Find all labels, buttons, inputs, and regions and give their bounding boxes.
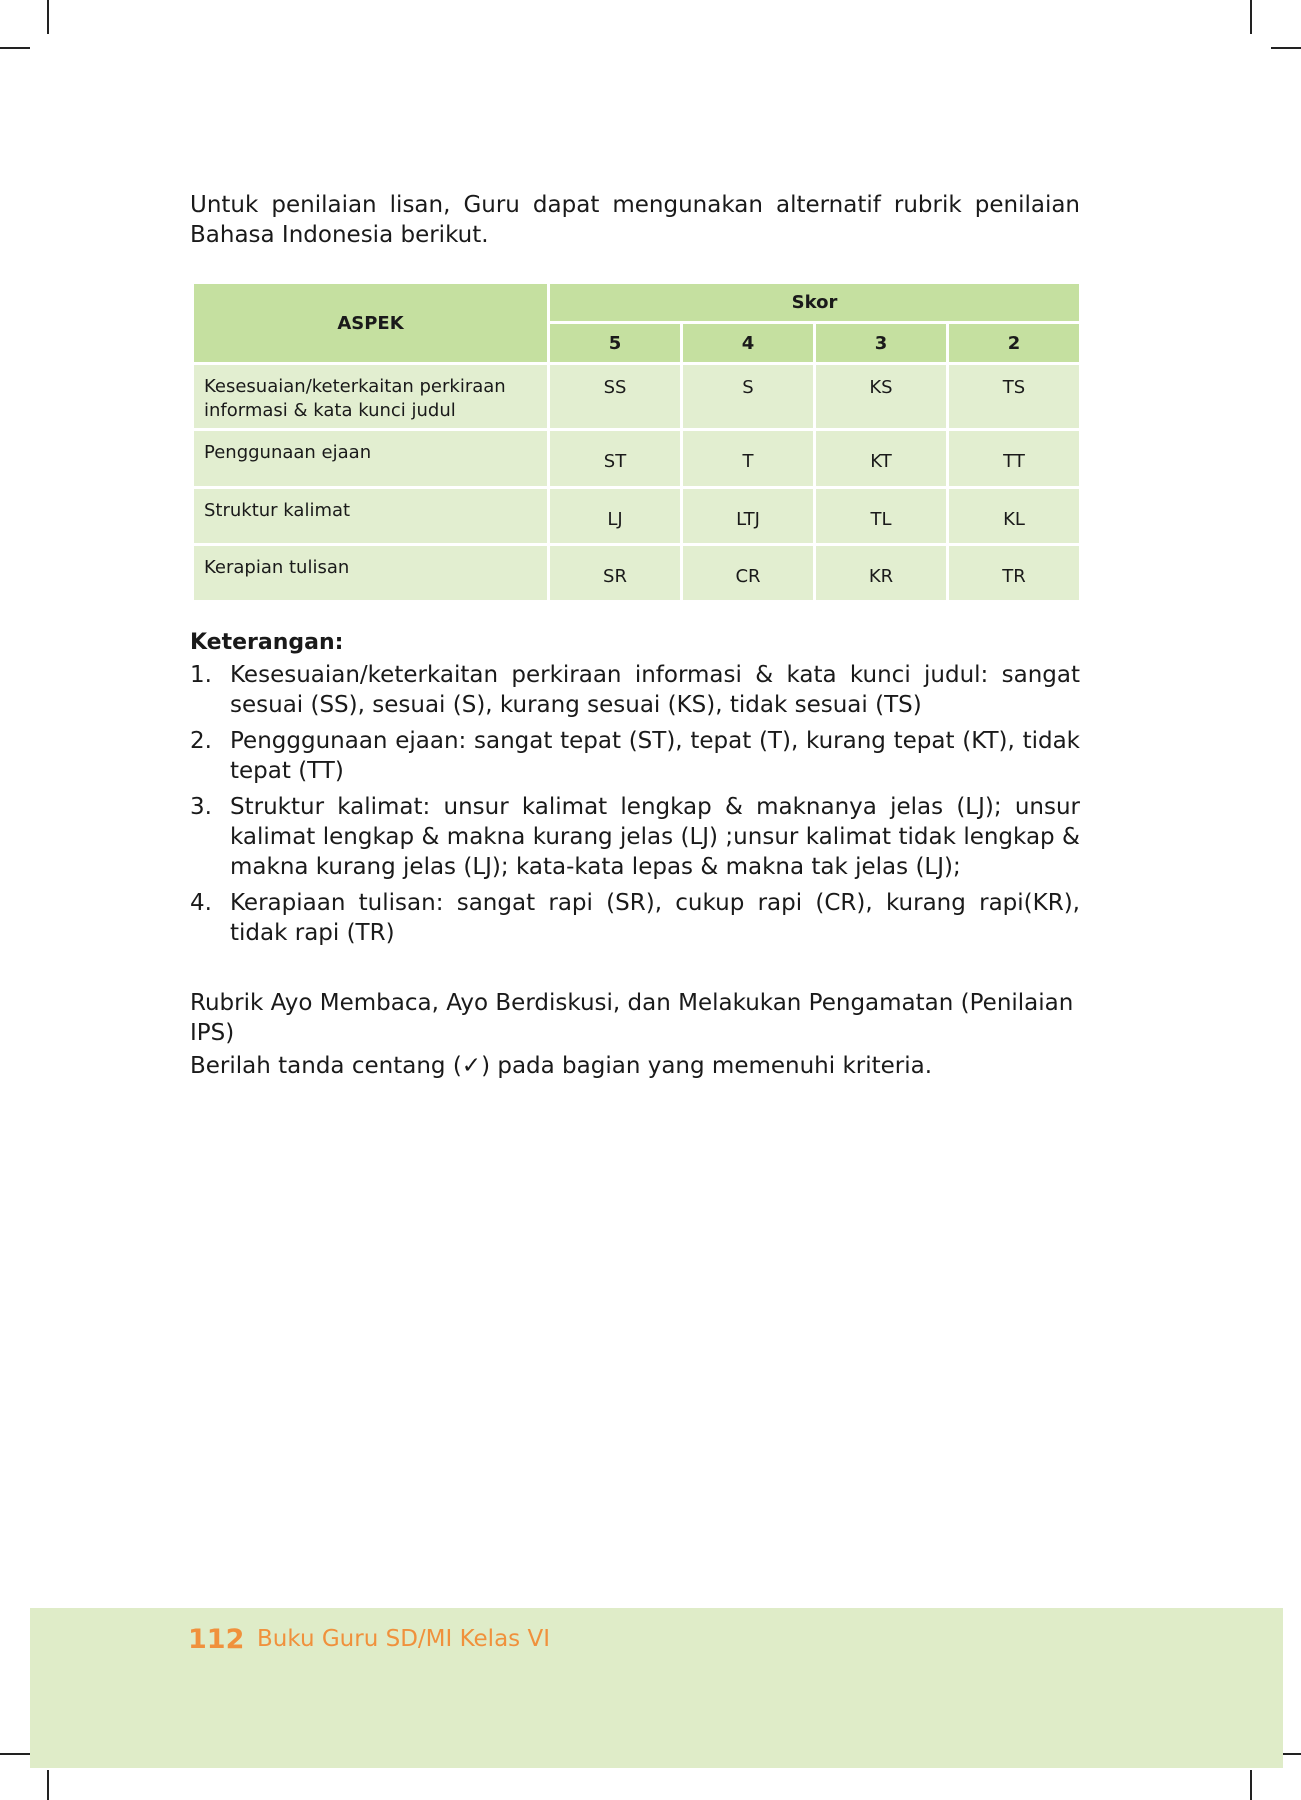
score-cell: KR <box>815 545 948 602</box>
crop-mark <box>1250 1770 1252 1800</box>
keterangan-heading: Keterangan: <box>190 630 344 655</box>
aspect-cell: Kerapian tulisan <box>193 545 549 602</box>
table-row <box>193 545 1081 602</box>
list-item <box>190 792 1080 882</box>
intro-paragraph: Untuk penilaian lisan, Guru dapat mengunakan alternatif rubrik penilaian Bahasa Indonesia berikut. <box>190 192 1080 248</box>
crop-mark <box>0 1753 30 1755</box>
list-text: Pengggunaan ejaan: sangat tepat (ST), tepat (T), kurang tepat (KT), tidak tepat (TT) <box>230 728 1080 784</box>
list-number: 2. <box>190 728 212 754</box>
crop-mark <box>47 1770 49 1800</box>
score-cell: SR <box>549 545 682 602</box>
score-cell: SS <box>549 364 682 430</box>
score-cell: KL <box>948 488 1081 545</box>
crop-mark <box>1250 0 1252 34</box>
table-row <box>193 364 1081 430</box>
list-number: 3. <box>190 794 212 820</box>
score-cell: TR <box>948 545 1081 602</box>
list-text: Kerapiaan tulisan: sangat rapi (SR), cukup rapi (CR), kurang rapi(KR), tidak rapi (TR) <box>230 890 1080 946</box>
score-column-header: 2 <box>948 323 1081 364</box>
list-text: Kesesuaian/keterkaitan perkiraan informasi & kata kunci judul: sangat sesuai (SS), sesuai (S), kurang sesuai (KS), tidak sesuai (TS) <box>230 662 1080 718</box>
score-cell: S <box>682 364 815 430</box>
score-cell: KS <box>815 364 948 430</box>
score-cell: TS <box>948 364 1081 430</box>
crop-mark <box>1271 47 1301 49</box>
instruction-before: Berilah tanda centang ( <box>190 1053 462 1079</box>
instruction-after: ) pada bagian yang memenuhi kriteria. <box>481 1053 933 1079</box>
score-cell: LJ <box>549 488 682 545</box>
score-cell: TL <box>815 488 948 545</box>
list-item <box>190 726 1080 786</box>
score-cell: T <box>682 430 815 488</box>
score-column-header: 3 <box>815 323 948 364</box>
aspect-header: ASPEK <box>193 283 549 364</box>
crop-mark <box>0 47 30 49</box>
list-number: 1. <box>190 662 212 688</box>
page-number: 112 <box>188 1624 245 1655</box>
score-column-header: 5 <box>549 323 682 364</box>
keterangan-list <box>190 660 1080 954</box>
list-number: 4. <box>190 890 212 916</box>
aspect-cell: Struktur kalimat <box>193 488 549 545</box>
instruction-text <box>190 1051 1080 1081</box>
score-cell: LTJ <box>682 488 815 545</box>
score-cell: ST <box>549 430 682 488</box>
score-cell: KT <box>815 430 948 488</box>
list-item <box>190 888 1080 948</box>
table-row <box>193 488 1081 545</box>
list-item <box>190 660 1080 720</box>
aspect-cell: Kesesuaian/keterkaitan perkiraan informasi & kata kunci judul <box>193 364 549 430</box>
list-text: Struktur kalimat: unsur kalimat lengkap & maknanya jelas (LJ); unsur kalimat lengkap & makna kurang jelas (LJ) ;unsur kalimat tidak lengkap & makna kurang jelas (LJ); kata-kata lepas & makna tak jelas (LJ); <box>230 794 1080 880</box>
rubric-title: Rubrik Ayo Membaca, Ayo Berdiskusi, dan Melakukan Pengamatan (Penilaian IPS) <box>190 990 1074 1046</box>
book-title: Buku Guru SD/MI Kelas VI <box>257 1626 550 1652</box>
score-cell: TT <box>948 430 1081 488</box>
crop-mark <box>47 0 49 34</box>
checkmark-icon: ✓ <box>461 1053 482 1079</box>
score-header: Skor <box>549 283 1081 323</box>
score-column-header: 4 <box>682 323 815 364</box>
table-row <box>193 430 1081 488</box>
rubric-table <box>191 281 1082 603</box>
aspect-cell: Penggunaan ejaan <box>193 430 549 488</box>
score-cell: CR <box>682 545 815 602</box>
